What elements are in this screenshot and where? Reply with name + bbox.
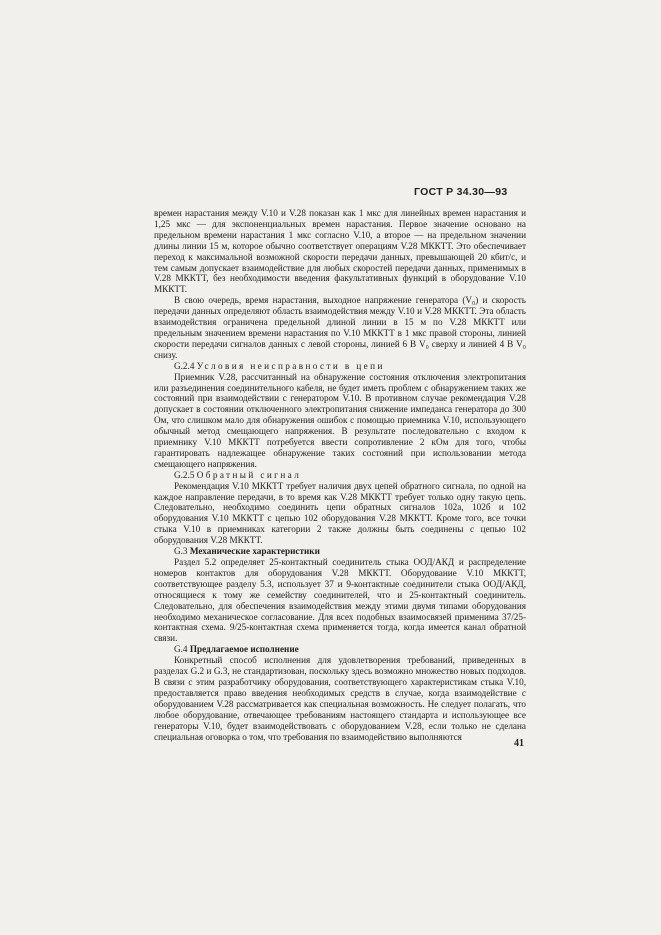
section-heading-g3 [154, 546, 526, 557]
section-heading-g25 [154, 470, 526, 481]
section-title: Предлагаемое исполнение [189, 644, 299, 655]
body-text [154, 208, 526, 742]
section-number: G.2.5 [174, 469, 195, 480]
paragraph-6: Конкретный способ исполнения для удовлетворения требований, приведенных в разделах G.2 и G.3, не стандартизован, поскольку здесь возможно множество новых подходов. В связи с этим разработчику оборудования, соответствующего характеристикам стыка V.10, предоставляется право введения необходимых средств в случае, когда взаимодействие с оборудованием V.28 рассматривается как специальная возможность. Не следует полагать, что любое оборудование, отвечающее требованиям настоящего стандарта и использующее все генераторы V.10, будет взаимодействовать с оборудованием V.28, если только не сделана специальная оговорка о том, что требования по взаимодействию выполняются [154, 655, 526, 742]
paragraph-1: времен нарастания между V.10 и V.28 показан как 1 мкс для линейных времен нарастания и 1,25 мкс — для экспоненциальных времен нарастания. Первое значение основано на предельном времени нарастания 1 мкс согласно V.10, а второе — на предельном значении длины линии 15 м, которое обычно соответствует операциям V.28 МККТТ. Это обеспечивает переход к максимальной возможной скорости передачи данных, превышающей 20 кбит/с, и тем самым допускает взаимодействие для любых скоростей передачи данных, применимых в V.28 МККТТ, без необходимости введения факультативных функций в оборудование V.10 МККТТ. [154, 208, 526, 295]
paragraph-2: В свою очередь, время нарастания, выходное напряжение генератора (V₀) и скорость передачи данных определяют область взаимодействия между V.10 и V.28 МККТТ. Эта область взаимодействия ограничена предельной длиной линии в 15 м по V.28 МККТТ или предельным значением времени нарастания по V.10 МККТТ в 1 мкс правой стороны, линией скорости передачи сигналов данных с левой стороны, линией 6 В V₀ сверху и линией 4 В V₀ снизу. [154, 295, 526, 360]
section-heading-g4 [154, 644, 526, 655]
section-title: Условия неисправности в цепи [196, 360, 385, 371]
paragraph-4: Рекомендация V.10 МККТТ требует наличия двух цепей обратного сигнала, по одной на каждое направление передачи, в то время как V.28 МККТТ требует только одну такую цепь. Следовательно, необходимо соединить цепи обратных сигналов 102а, 102б и 102 оборудования V.10 МККТТ с цепью 102 оборудования V.28 МККТТ. Кроме того, все точки стыка V.10 в приемниках категории 2 также должны быть соединены с цепью 102 оборудования V.28 МККТТ. [154, 480, 526, 546]
paragraph-3: Приемник V.28, рассчитанный на обнаружение состояния отключения электропитания или разъединения соединительного кабеля, не будет иметь проблем с обнаружением таких же состояний при взаимодействии с генератором V.10. В противном случае рекомендация V.28 допускает в состоянии отключенного электропитания снижение импеданса генератора до 300 Ом, что слишком мало для обнаружения ошибок с помощью приемника V.10, использующего обычный метод смещающего напряжения. В результате последовательно с входом к приемнику V.10 МККТТ потребуется ввести сопротивление 2 кОм для того, чтобы гарантировать надлежащее обнаружение таких состояний при использовании метода смещающего напряжения. [154, 371, 526, 469]
paragraph-5: Раздел 5.2 определяет 25-контактный соединитель стыка ООД/АКД и распределение номеров контактов для оборудования V.28 МККТТ. Оборудование V.10 МККТТ, соответствующее разделу 5.3, использует 37 и 9-контактные соединители стыка ООД/АКД, относящиеся к тому же семейству соединителей, что и 25-контактный соединитель. Следовательно, для обеспечения взаимодействия между этими двумя типами оборудования необходимо механическое согласование. Для всех подобных взаимосвязей применима 37/25-контактная схема. 9/25-контактная схема применяется тогда, когда имеется канал обратной связи. [154, 557, 526, 644]
section-heading-g24 [154, 361, 526, 372]
section-title: Механические характеристики [189, 546, 320, 557]
section-number: G.3 [174, 546, 188, 557]
section-title: Обратный сигнал [196, 469, 302, 480]
standard-header: ГОСТ Р 34.30—93 [414, 186, 508, 198]
section-number: G.4 [174, 644, 188, 655]
page-number: 41 [514, 738, 524, 749]
section-number: G.2.4 [174, 360, 195, 371]
